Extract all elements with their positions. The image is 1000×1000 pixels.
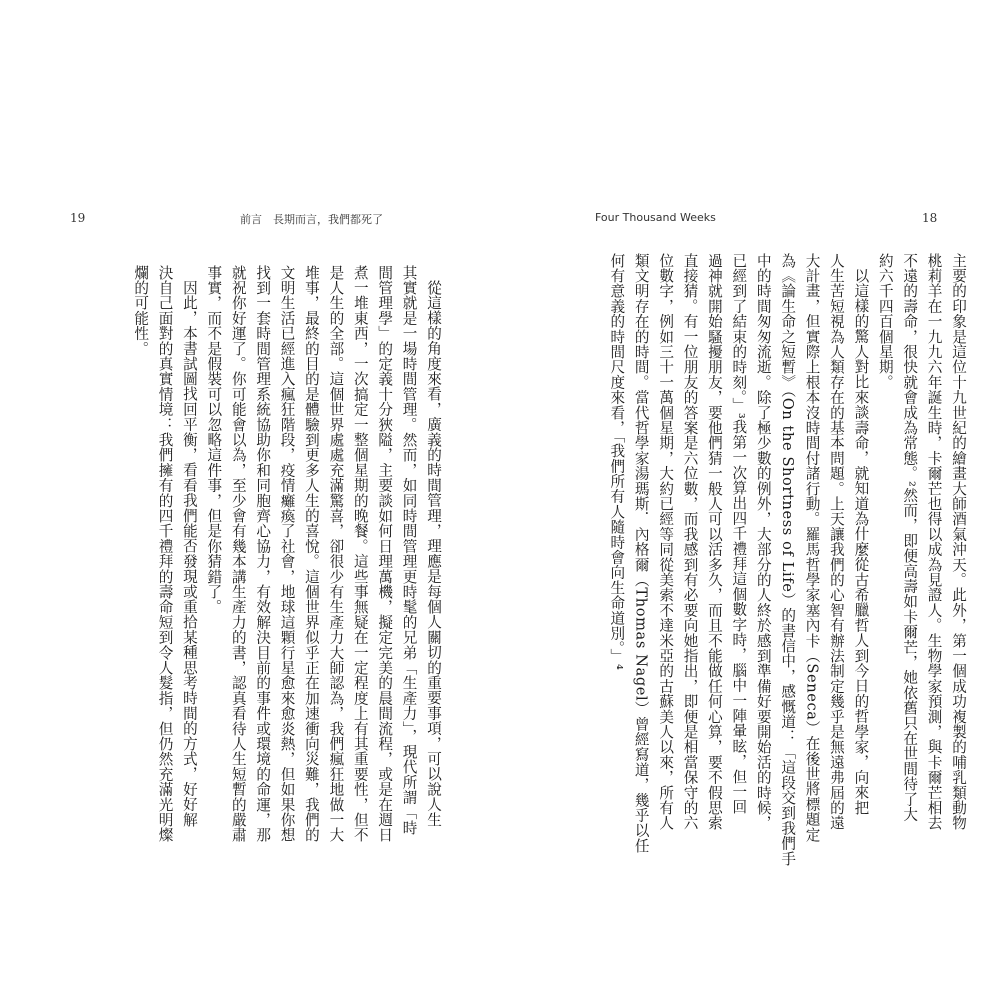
text-line: 堆事，最終的目的是體驗到更多人生的喜悅。這個世界似乎正在加速衝向災難，我們的 — [302, 265, 320, 843]
text-line: 直接猜。有一位朋友的答案是六位數，而我感到有必要向她指出，即便是相當保守的六 — [681, 253, 699, 831]
text-line: 過神就開始騷擾朋友，要他們猜一般人可以活多久，而且不能做任何心算，要不假思索 — [705, 253, 723, 831]
text-line: 約六千四百個星期。 — [876, 253, 894, 390]
text-line: 就祝你好運了。你可能會以為，至少會有幾本講生產力的書，認真看待人生短暫的嚴肅 — [229, 265, 247, 843]
text-line: 不遠的壽命，很快就會成為常態。²然而，即便高壽如卡爾芒，她依舊只在世間待了大 — [901, 253, 919, 822]
text-line: 決自己面對的真實情境：我們擁有的四千禮拜的壽命短到令人髮指，但仍然充滿光明燦 — [156, 265, 174, 843]
text-line: 找到一套時間管理系統協助你和同胞齊心協力，有效解決目前的事件或環境的命運，那 — [254, 265, 272, 843]
text-line: 人生苦短視為人類存在的基本問題。上天讓我們的心智有辦法制定幾乎是無遠弗屆的遠 — [827, 253, 845, 831]
text-line: 以這樣的驚人對比來談壽命，就知道為什麼從古希臘哲人到今日的哲學家，向來把 — [852, 267, 870, 815]
text-line: 為《論生命之短暫》（On the Shortness of Life）的書信中，感慨道：「這段交到我們手 — [779, 253, 797, 867]
left-page-number: 19 — [70, 211, 86, 225]
text-line: 類文明存在的時間。當代哲學家湯瑪斯．內格爾（Thomas Nagel）曾經寫道，幾乎以任 — [632, 253, 650, 854]
text-line: 位數字，例如三十一萬個星期，大約已經等同從美索不達米亞的古蘇美人以來，所有人 — [657, 253, 675, 831]
text-line: 大計畫，但實際上根本沒時間付諸行動。羅馬哲學家塞內卡（Seneca）在後世將標題定 — [803, 253, 821, 843]
text-line: 已經到了結束的時刻。」³我第一次算出四千禮拜這個數字時，腦中一陣暈眩，但一回 — [730, 253, 748, 815]
text-line: 是人生的全部。這個世界處處充滿驚喜，卻很少有生產力大師認為，我們瘋狂地做一大 — [327, 265, 345, 843]
text-line: 何有意義的時間尺度來看，「我們所有人隨時會向生命道別。」⁴ — [608, 253, 626, 671]
text-line: 主要的印象是這位十九世紀的繪畫大師酒氣沖天。此外，第一個成功複製的哺乳類動物 — [950, 253, 967, 831]
right-running-head: Four Thousand Weeks — [595, 211, 716, 224]
right-page — [500, 0, 1000, 1000]
right-body-text — [604, 253, 970, 867]
right-page-number: 18 — [922, 211, 938, 225]
text-line: 爛的可能性。 — [132, 265, 150, 357]
left-body-text — [128, 265, 445, 843]
text-line: 因此，本書試圖找回平衡，看看我們能否發現或重拾某種思考時間的方式，好好解 — [180, 279, 198, 827]
text-line: 間管理學」的定義十分狹隘，主要談如何日理萬機，擬定完美的晨間流程，或是在週日 — [376, 265, 394, 843]
text-line: 事實，而不是假裝可以忽略這件事，但是你猜錯了。 — [205, 265, 223, 615]
left-running-head: 前言 長期而言，我們都死了 — [240, 213, 383, 226]
text-line: 中的時間匆匆流逝。除了極少數的例外，大部分的人終於感到準備好要開始活的時候， — [754, 253, 772, 831]
text-line: 煮一堆東西，一次搞定一整個星期的晚餐。這些事無疑在一定程度上有其重要性，但不 — [351, 265, 369, 843]
text-line: 桃莉羊在一九九六年誕生時，卡爾芒也得以成為見證人。生物學家預測，與卡爾芒相去 — [925, 253, 943, 831]
text-line: 文明生活已經進入瘋狂階段，疫情癱瘓了社會，地球這顆行星愈來愈炎熱，但如果你想 — [278, 265, 296, 843]
text-line: 其實就是一場時間管理。然而，如同時間管理更時髦的兄弟「生產力」，現代所謂「時 — [400, 265, 418, 836]
text-line: 從這樣的角度來看，廣義的時間管理，理應是每個人關切的重要事項，可以說人生 — [425, 279, 442, 827]
